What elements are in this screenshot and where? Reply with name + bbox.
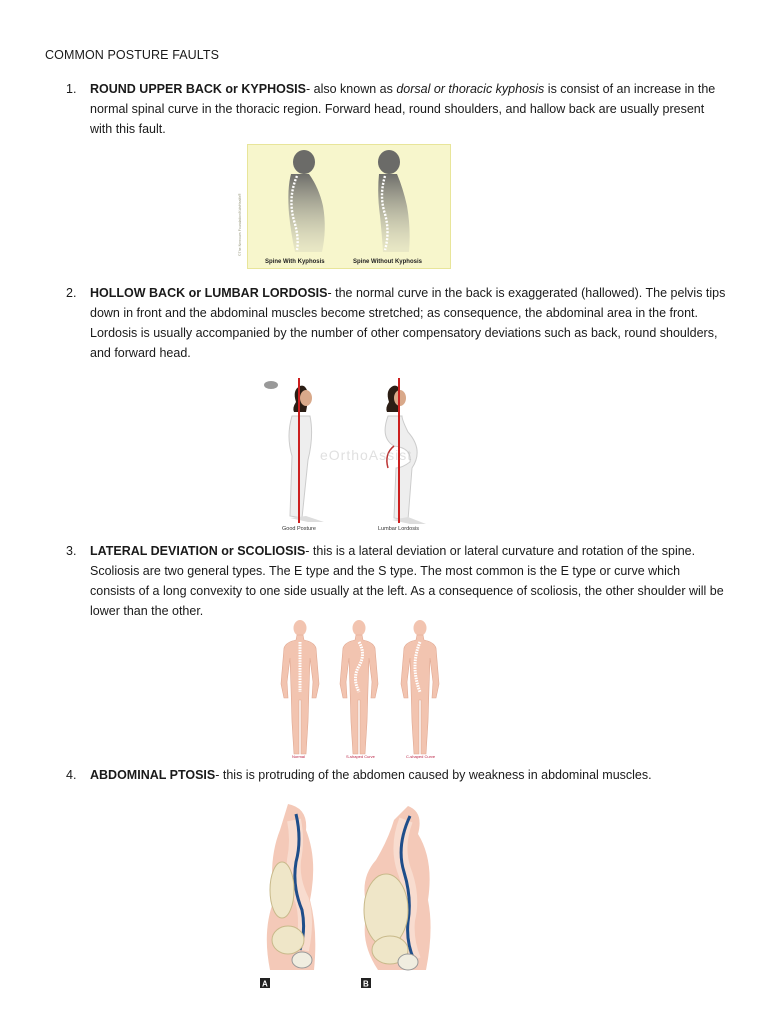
scoliosis-figure (270, 614, 452, 760)
item-number: 2. (66, 286, 77, 300)
fig3-caption-s-curve: S-shaped Curve (346, 754, 375, 759)
item-heading: LATERAL DEVIATION or SCOLIOSIS (90, 544, 306, 558)
item-text: - this is a lateral deviation or lateral curvature and rotation of the spine. Scoliosis are two general types. The E type and the S type. The most common is the E type or curve which consists of a long convexity to one side usually at the left. As a consequence of scoliosis, the other shoulder will be lower than the other. (90, 544, 724, 618)
item-paragraph (90, 79, 726, 139)
fig2-caption-right: Lumbar Lordosis (378, 526, 419, 532)
fig3-caption-normal: Normal (292, 754, 305, 759)
item-text: - this is protruding of the abdomen caused by weakness in abdominal muscles. (215, 768, 652, 782)
fig1-caption-left: Spine With Kyphosis (265, 259, 325, 265)
document-title: COMMON POSTURE FAULTS (45, 48, 220, 62)
ptosis-abdomen-illustration (364, 806, 431, 970)
item-italic-text: dorsal or thoracic kyphosis (396, 82, 545, 96)
item-paragraph (90, 765, 726, 785)
item-text: - the normal curve in the back is exaggerated (hallowed). The pelvis tips down in front and the abdominal muscles become stretched; as consequence, the abdominal area in the front. Lordosis is usually accompanied by the number of other compensatory deviations such as back, round shoulders, and forward head. (90, 286, 726, 360)
fig2-caption-left: Good Posture (282, 526, 316, 532)
fig2-watermark: eOrthoAssist (320, 447, 413, 463)
item-heading: ABDOMINAL PTOSIS (90, 768, 216, 782)
normal-spine-body (281, 620, 319, 754)
list-item-abdominal-ptosis (66, 765, 726, 785)
fig1-caption-right: Spine Without Kyphosis (353, 259, 422, 265)
item-number: 4. (66, 768, 77, 782)
kyphosis-figure (238, 144, 451, 269)
list-item-kyphosis (66, 79, 726, 139)
item-number: 3. (66, 544, 77, 558)
label-b: B (363, 979, 369, 989)
item-text-rest: is consist of an increase in the normal spinal curve in the thoracic region. Forward head, round shoulders, and hallow back are usually present with this fault. (90, 82, 716, 136)
lordosis-figure (262, 376, 442, 532)
c-curve-spine-body (401, 620, 439, 754)
item-text: - also known as (306, 82, 397, 96)
item-paragraph (90, 283, 726, 363)
normal-abdomen-illustration (267, 804, 316, 970)
fig1-watermark: ©The Nemours Foundation/KidsHealth® (238, 193, 242, 256)
fig3-caption-c-curve: C-shaped Curve (406, 754, 436, 759)
list-item-lordosis (66, 283, 726, 363)
fig2-badge (264, 381, 278, 389)
label-a: A (262, 979, 268, 989)
abdominal-ptosis-figure (258, 800, 458, 992)
s-curve-spine-body (340, 620, 378, 754)
item-paragraph (90, 541, 726, 621)
item-heading: ROUND UPPER BACK or KYPHOSIS (90, 82, 306, 96)
item-heading: HOLLOW BACK or LUMBAR LORDOSIS (90, 286, 328, 300)
item-number: 1. (66, 82, 77, 96)
good-posture-figure (289, 386, 324, 522)
list-item-scoliosis (66, 541, 726, 621)
